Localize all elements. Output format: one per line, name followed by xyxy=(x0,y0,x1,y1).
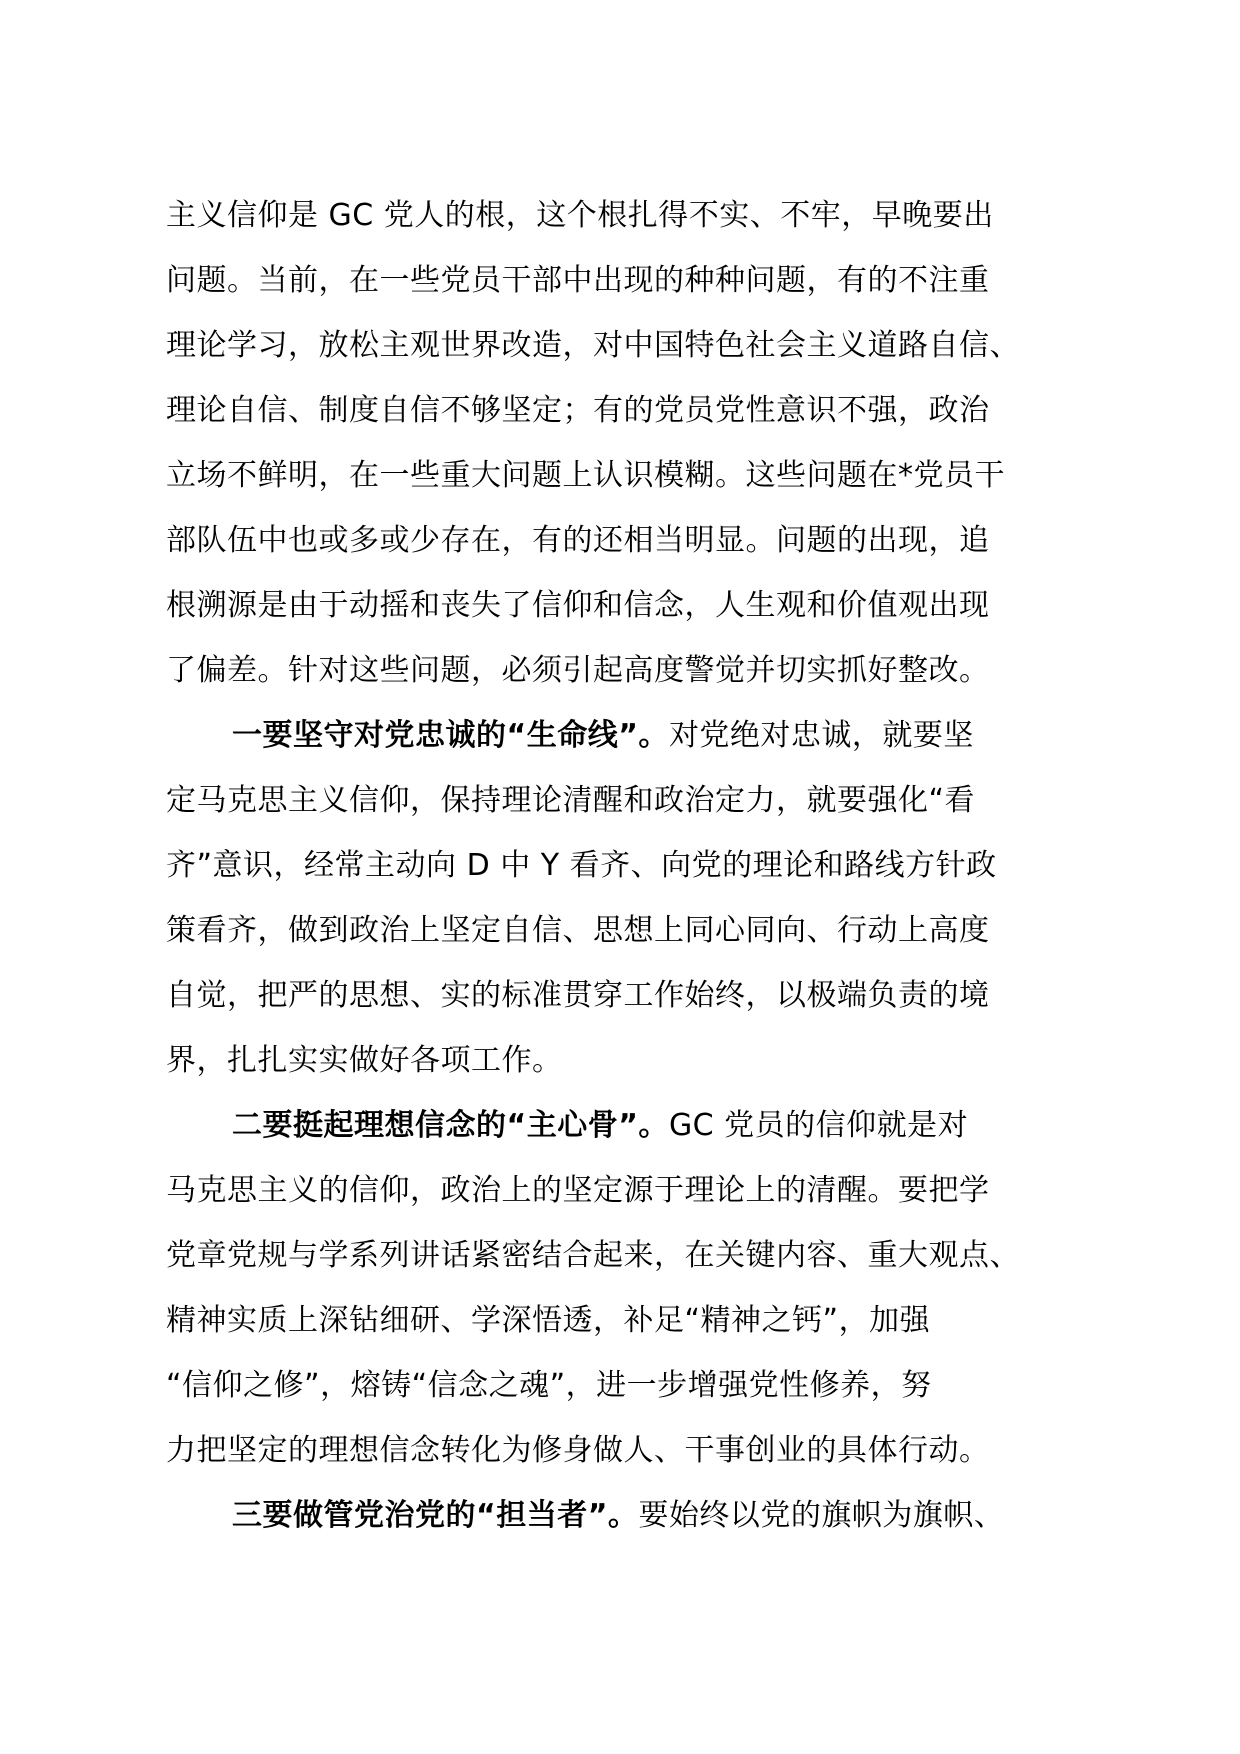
paragraph-first-line xyxy=(166,1483,1100,1548)
text-line: 精神实质上深钻细研、学深悟透，补足“精神之钙”，加强 xyxy=(166,1303,931,1338)
text-line: 力把坚定的理想信念转化为修身做人、干事创业的具体行动。 xyxy=(166,1433,990,1468)
text-line: 自觉，把严的思想、实的标准贯穿工作始终，以极端负责的境 xyxy=(166,978,990,1013)
section-heading: 三要做管党治党的“担当者”。 xyxy=(232,1498,639,1533)
paragraph-1 xyxy=(166,183,1100,703)
text-line: 理论学习，放松主观世界改造，对中国特色社会主义道路自信、 xyxy=(166,328,1020,363)
paragraph-first-line xyxy=(166,703,1100,768)
text-line: 界，扎扎实实做好各项工作。 xyxy=(166,1043,563,1078)
text-line: “信仰之修”，熔铸“信念之魂”，进一步增强党性修养，努 xyxy=(166,1368,932,1403)
text-line: 立场不鲜明，在一些重大问题上认识模糊。这些问题在*党员干 xyxy=(166,458,1005,493)
section-heading: 二要挺起理想信念的“主心骨”。 xyxy=(232,1108,669,1143)
document-body xyxy=(166,183,1100,1548)
paragraph-4 xyxy=(166,1483,1100,1548)
text-line: 策看齐，做到政治上坚定自信、思想上同心同向、行动上高度 xyxy=(166,913,990,948)
paragraph-3 xyxy=(166,1093,1100,1483)
text-line: 定马克思主义信仰，保持理论清醒和政治定力，就要强化“看 xyxy=(166,783,976,818)
text-run: 要始终以党的旗帜为旗帜、 xyxy=(638,1498,1005,1533)
paragraph-2 xyxy=(166,703,1100,1093)
section-heading: 一要坚守对党忠诚的“生命线”。 xyxy=(232,718,669,753)
text-line: 根溯源是由于动摇和丧失了信仰和信念，人生观和价值观出现 xyxy=(166,588,990,623)
text-line: 齐”意识，经常主动向 D 中 Y 看齐、向党的理论和路线方针政 xyxy=(166,848,997,883)
text-line: 理论自信、制度自信不够坚定；有的党员党性意识不强，政治 xyxy=(166,393,990,428)
text-line: 部队伍中也或多或少存在，有的还相当明显。问题的出现，追 xyxy=(166,523,990,558)
text-line: 马克思主义的信仰，政治上的坚定源于理论上的清醒。要把学 xyxy=(166,1173,990,1208)
text-line: 党章党规与学系列讲话紧密结合起来，在关键内容、重大观点、 xyxy=(166,1238,1020,1273)
text-line: 了偏差。针对这些问题，必须引起高度警觉并切实抓好整改。 xyxy=(166,653,990,688)
text-run: GC 党员的信仰就是对 xyxy=(668,1108,969,1143)
paragraph-first-line xyxy=(166,1093,1100,1158)
text-line: 问题。当前，在一些党员干部中出现的种种问题，有的不注重 xyxy=(166,263,990,298)
text-line: 主义信仰是 GC 党人的根，这个根扎得不实、不牢，早晚要出 xyxy=(166,198,994,233)
text-run: 对党绝对忠诚，就要坚 xyxy=(668,718,974,753)
